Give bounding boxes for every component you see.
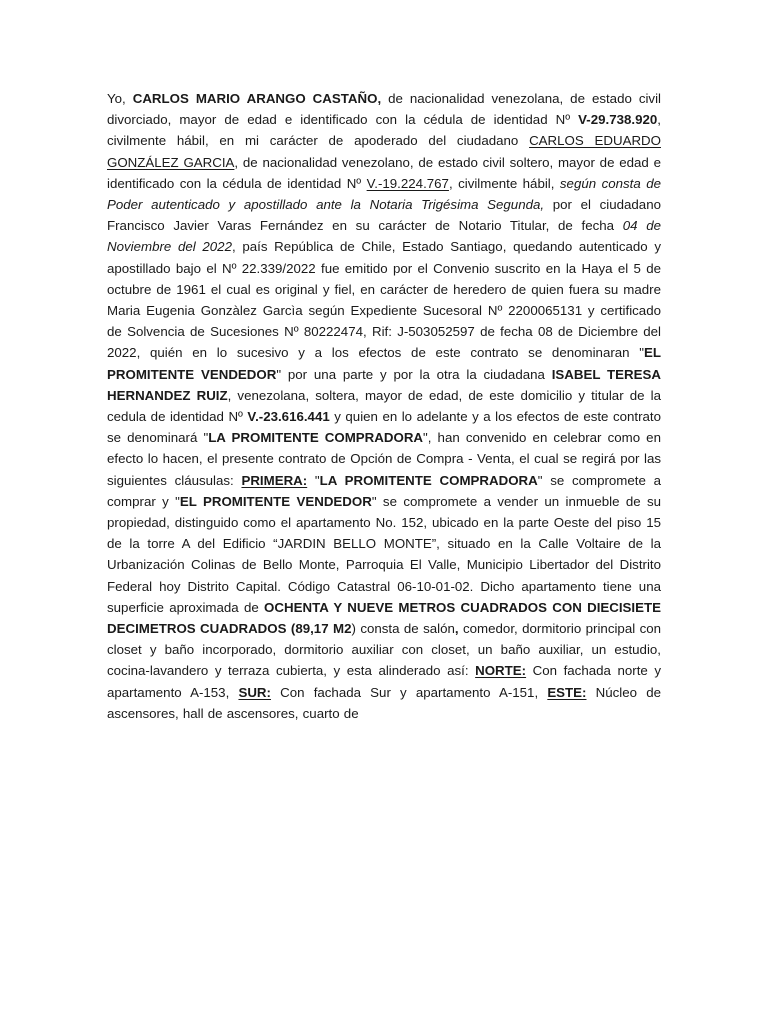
contract-paragraph xyxy=(107,88,661,724)
text-run: , venezolana, soltera, mayor de edad, de este domicilio y titular de la cedula de identidad Nº xyxy=(107,387,661,425)
text-run: OCHENTA Y NUEVE METROS CUADRADOS CON DIECISIETE DECIMETROS CUADRADOS (89,17 M2 xyxy=(107,599,661,637)
text-run: EL PROMITENTE VENDEDOR xyxy=(179,493,372,509)
text-run: ESTE: xyxy=(547,684,587,700)
text-run: , civilmente hábil, xyxy=(448,175,560,191)
text-run: V-29.738.920 xyxy=(578,112,658,128)
text-run: de nacionalidad venezolana, de estado civil divorciado, mayor de edad e identificado con la cédula de identidad Nº xyxy=(107,91,661,128)
text-run: comedor, dormitorio principal con closet y baño incorporado, dormitorio auxiliar con closet, un baño auxiliar, un estudio, cocina-lavandero y terraza cubierta, y esta alinderado así: xyxy=(107,621,662,679)
text-run: por el ciudadano Francisco Javier Varas Fernández en su carácter de Notario Titular, de fecha xyxy=(107,197,661,234)
text-run: EL PROMITENTE VENDEDOR xyxy=(107,345,661,382)
text-run: LA PROMITENTE COMPRADORA xyxy=(319,472,538,488)
text-run: Yo, xyxy=(107,91,133,106)
text-run: " por una parte y por la otra la ciudadana xyxy=(276,366,552,382)
text-run: , país República de Chile, Estado Santiago, quedando autenticado y apostillado bajo el Nº 22.339/2022 fue emitido por el Convenio suscrito en la Haya el 5 de octubre de 1961 el cual es original y fiel, en carácter de heredero de quien fuera su madre Maria Eugenia Gonzàlez Garcìa según Expediente Sucesoral Nº 2200065131 y certificado de Solvencia de Sucesiones Nº 80222474, Rif: J-503052597 de fecha 08 de Diciembre del 2022, quién en lo sucesivo y a los efectos de este contrato se denominaran " xyxy=(107,239,661,361)
text-run: ISABEL TERESA HERNANDEZ RUIZ xyxy=(107,366,661,403)
text-run: 04 de Noviembre del 2022 xyxy=(107,218,661,255)
text-run: NORTE: xyxy=(475,663,527,679)
text-run: " se compromete a vender un inmueble de su propiedad, distinguido como el apartamento No. 152, ubicado en la parte Oeste del piso 15 de la torre A del Edificio “JARDIN BELLO MONTE”, situado en la Calle Voltaire de la Urbanización Colinas de Bello Monte, Parroquia El Valle, Municipio Libertador del Distrito Federal hoy Distrito Capital. Código Catastral 06-10-01-02. Dicho apartamento tiene una superficie aproximada de xyxy=(107,493,662,615)
text-run: y quien en lo adelante y a los efectos de este contrato se denominará " xyxy=(107,409,661,446)
text-run: Núcleo de ascensores, hall de ascensores, cuarto de xyxy=(107,684,662,721)
text-run: Con fachada norte y apartamento A-153, xyxy=(107,663,661,700)
text-run: , xyxy=(454,621,459,637)
text-run: " xyxy=(307,472,320,488)
text-run: , civilmente hábil, en mi carácter de apoderado del ciudadano xyxy=(107,112,661,149)
text-run: , de nacionalidad venezolano, de estado civil soltero, mayor de edad e identificado con la cédula de identidad Nº xyxy=(107,154,661,191)
text-run: V.-23.616.441 xyxy=(247,409,330,425)
text-run: CARLOS MARIO ARANGO CASTAÑO, xyxy=(132,91,382,106)
text-run: V.-19.224.767 xyxy=(366,175,449,191)
text-run: PRIMERA: xyxy=(241,472,308,488)
text-run: ", han convenido en celebrar como en efecto lo hacen, el presente contrato de Opción de Compra - Venta, el cual se regirá por las siguientes cláusulas: xyxy=(107,430,661,488)
text-run: según consta de Poder autenticado y apostillado ante la Notaria Trigésima Segunda, xyxy=(107,175,662,213)
text-run: Con fachada Sur y apartamento A-151, xyxy=(270,684,548,700)
text-run: CARLOS EDUARDO GONZÁLEZ GARCIA xyxy=(107,133,661,170)
text-run: SUR: xyxy=(238,684,271,700)
text-run: LA PROMITENTE COMPRADORA xyxy=(208,430,424,446)
text-run: " se compromete a comprar y " xyxy=(107,472,661,509)
text-run: ) consta de salón xyxy=(351,621,455,637)
